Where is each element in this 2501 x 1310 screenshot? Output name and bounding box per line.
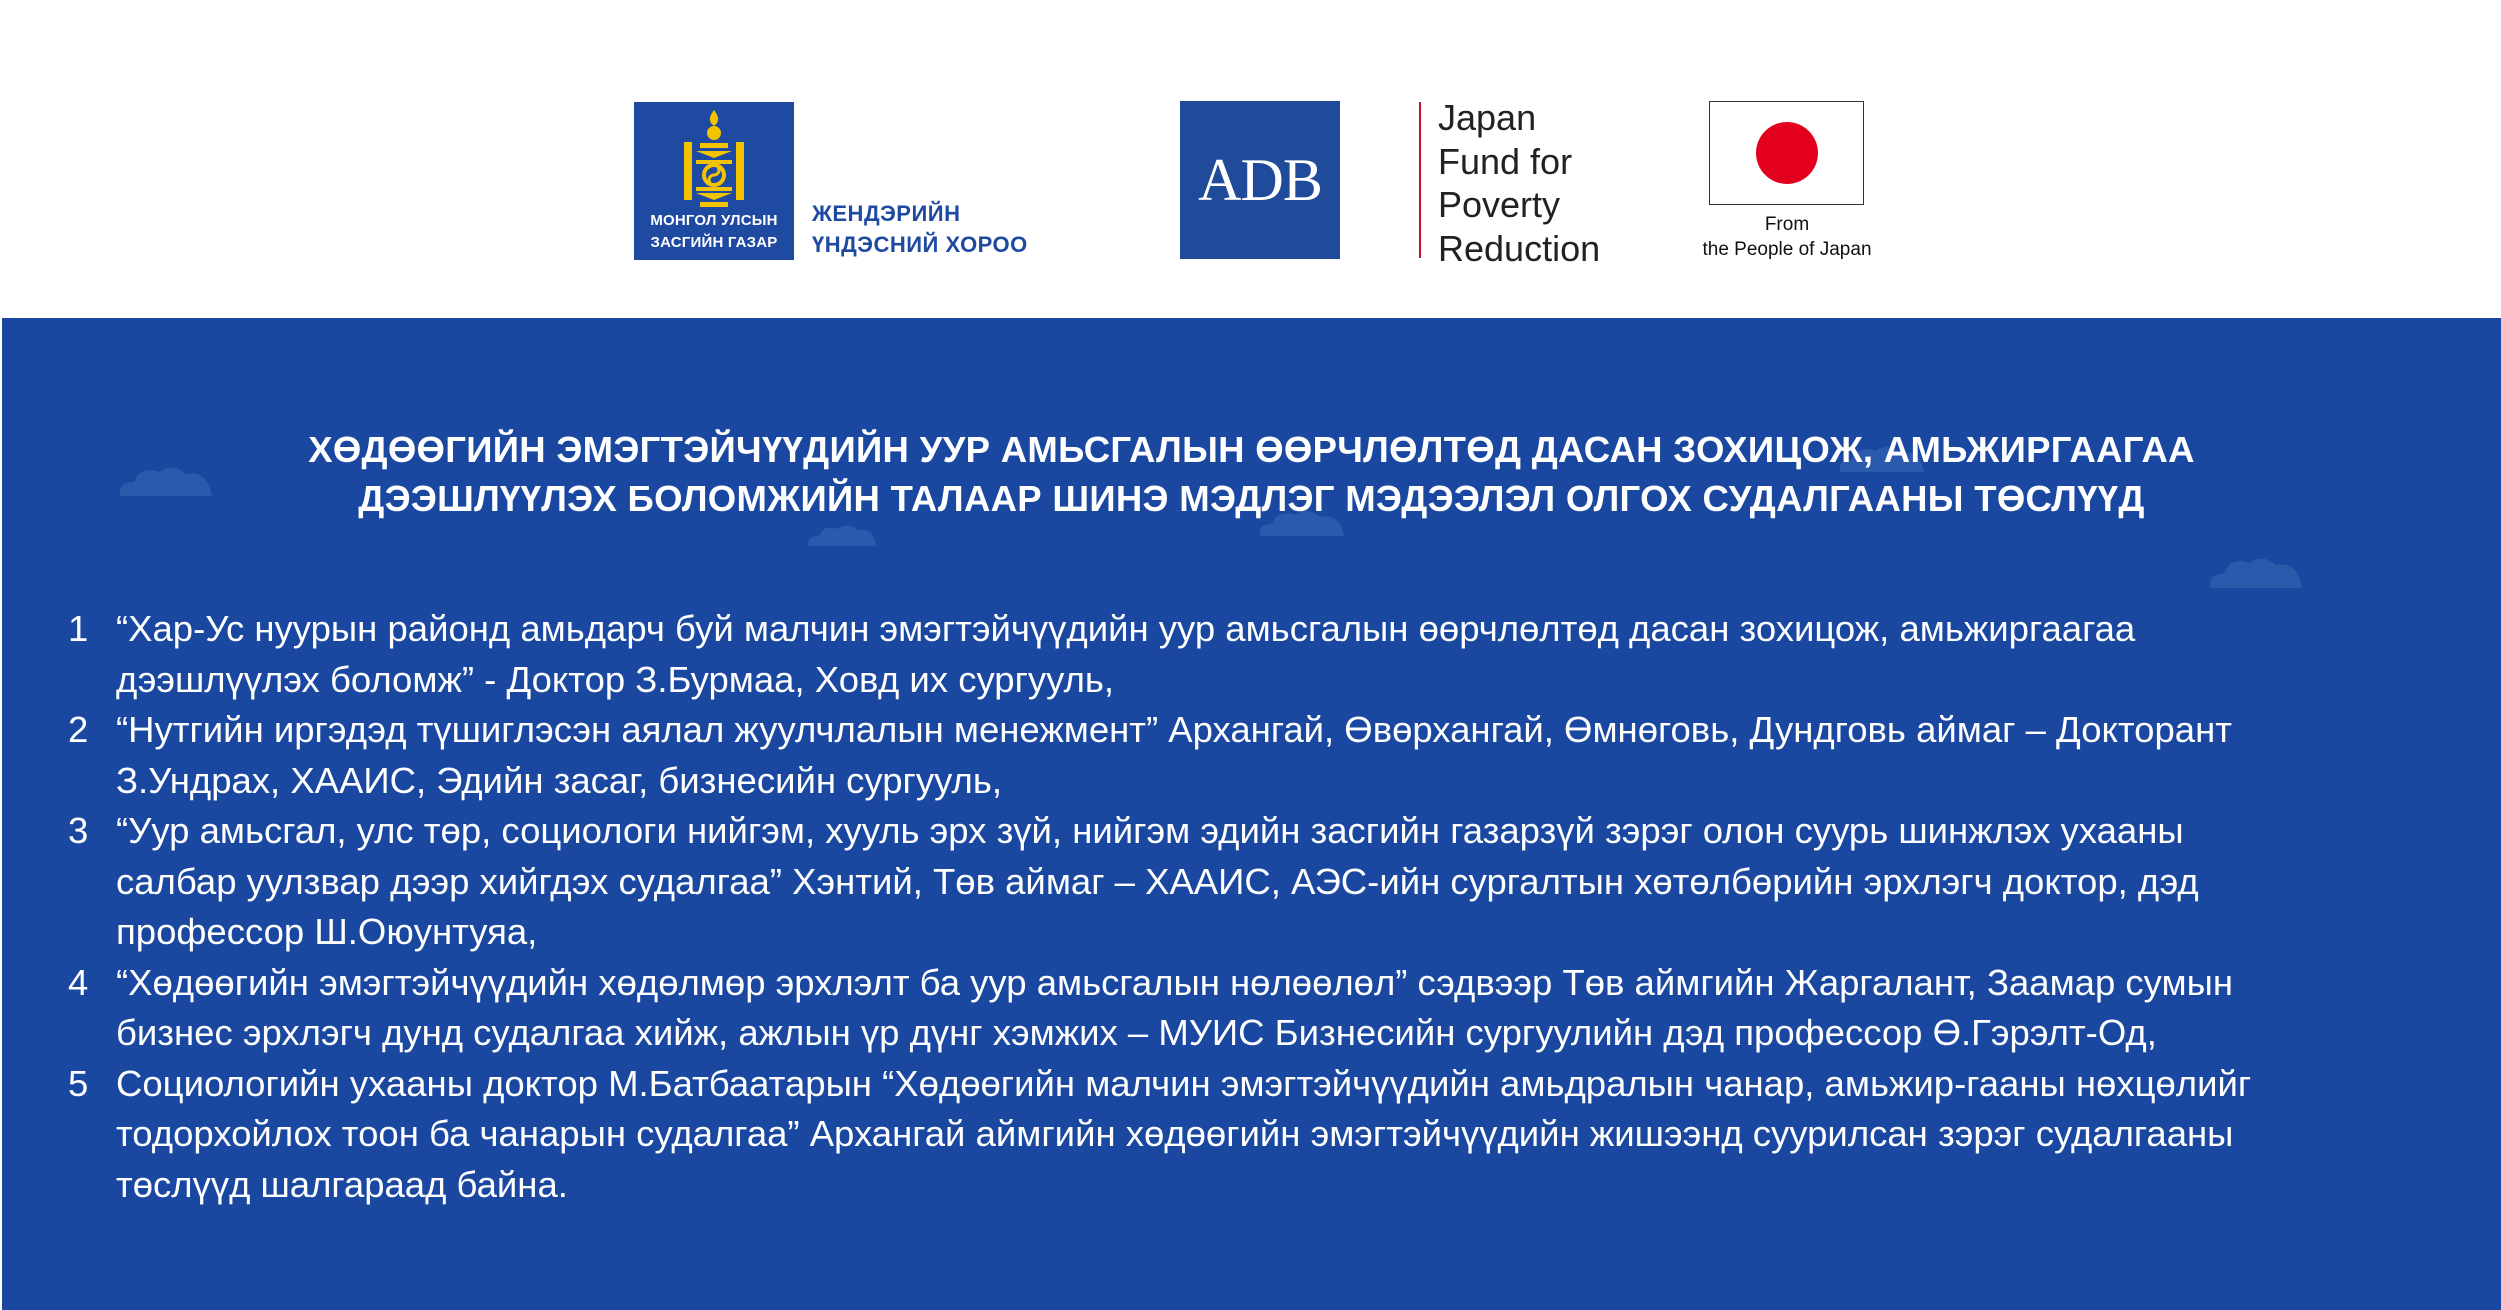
list-item-line: Социологийн ухааны доктор М.Батбаатарын “Хөдөөгийн малчин эмэгтэйчүүдийн амьдралын чанар, амьжир-гааны нөхцөлийг	[116, 1062, 2252, 1104]
list-item-line: “Нутгийн иргэдэд түшиглэсэн аялал жуулчлалын менежмент” Архангай, Өвөрхангай, Өмнөговь, Дундговь аймаг – Докторант	[116, 709, 2232, 750]
list-item-number: 1	[68, 608, 89, 649]
from-line1: From	[1764, 214, 1810, 235]
cloud-icon	[802, 520, 882, 550]
flag-sun-icon	[1756, 122, 1818, 184]
logo-text-line1: МОНГОЛ УЛСЫН	[650, 212, 778, 229]
list-item	[2, 604, 2426, 705]
list-item-line: бизнес эрхлэгч дунд судалгаа хийж, ажлын үр дүнг хэмжих – МУИС Бизнесийн сургуулийн дэд профессор Ө.Гэрэлт-Од,	[116, 1012, 2157, 1053]
from-line2: the People of Japan	[1702, 239, 1872, 260]
cloud-icon	[2202, 550, 2312, 592]
mongolian-government-logo	[634, 102, 794, 260]
list-item-line: “Хар-Ус нуурын районд амьдарч буй малчин эмэгтэйчүүдийн уур амьсгалын өөрчлөлтөд дасан зохицож, амьжиргаагаа	[116, 608, 2136, 649]
list-item	[2, 806, 2426, 958]
japan-fund-line2: Fund for	[1438, 140, 1573, 182]
title-line2: ДЭЭШЛҮҮЛЭХ БОЛОМЖИЙН ТАЛААР ШИНЭ МЭДЛЭГ МЭДЭЭЛЭЛ ОЛГОХ СУДАЛГААНЫ ТӨСЛҮҮД	[358, 478, 2145, 519]
page-title	[2, 425, 2501, 523]
list-item-number: 3	[68, 810, 89, 851]
header-logo-bar	[0, 0, 2501, 318]
list-item-line: “Хөдөөгийн эмэгтэйчүүдийн хөдөлмөр эрхлэлт ба уур амьсгалын нөлөөлөл” сэдвээр Төв аймгийн Жаргалант, Заамар сумын	[116, 961, 2233, 1003]
list-item	[2, 1059, 2426, 1211]
content-panel	[2, 318, 2501, 1310]
list-item-line: З.Ундрах, ХААИС, Эдийн засаг, бизнесийн сургууль,	[116, 759, 1003, 801]
list-item-line: профессор Ш.Оюунтуяа,	[116, 911, 538, 952]
list-item-line: тодорхойлох тоон ба чанарын судалгаа” Архангай аймгийн хөдөөгийн эмэгтэйчүүдийн жишээнд суурилсан зэрэг судалгааны	[116, 1113, 2234, 1154]
list-item-line: салбар уулзвар дээр хийгдэх судалгаа” Хэнтий, Төв аймаг – ХААИС, АЭС-ийн сургалтын хөтөлбөрийн эрхлэгч доктор, дэд	[116, 860, 2199, 902]
list-item-line: төслүүд шалгараад байна.	[116, 1163, 568, 1205]
list-item-line: “Уур амьсгал, улс төр, социологи нийгэм, хууль эрх зүй, нийгэм эдийн засгийн газарзүй зэрэг олон суурь шинжлэх ухааны	[116, 810, 2184, 851]
project-list	[2, 604, 2501, 1210]
adb-logo: ADB	[1180, 101, 1340, 259]
japan-fund-line3: Poverty	[1438, 184, 1561, 225]
gender-committee-line2: ҮНДЭСНИЙ ХОРОО	[812, 232, 1028, 257]
list-item-number: 2	[68, 709, 89, 750]
gender-committee-line1: ЖЕНДЭРИЙН	[812, 201, 961, 226]
logo-text-line2: ЗАСГИЙН ГАЗАР	[650, 234, 778, 251]
japan-fund-divider	[1419, 102, 1421, 258]
from-people-of-japan	[1640, 212, 1934, 262]
list-item	[2, 958, 2426, 1059]
gender-committee-name	[812, 198, 1028, 260]
list-item	[2, 705, 2426, 806]
list-item-line: дээшлүүлэх боломж” - Доктор З.Бурмаа, Ховд их сургууль,	[116, 658, 1115, 700]
list-item-number: 4	[68, 961, 89, 1003]
soyombo-emblem-icon	[678, 108, 750, 208]
japan-fund-logo	[1438, 96, 1600, 270]
japan-fund-line1: Japan	[1438, 97, 1537, 138]
japan-flag-icon	[1709, 101, 1864, 205]
japan-fund-line4: Reduction	[1438, 227, 1601, 269]
title-line1: ХӨДӨӨГИЙН ЭМЭГТЭЙЧҮҮДИЙН УУР АМЬСГАЛЫН ӨӨРЧЛӨЛТӨД ДАСАН ЗОХИЦОЖ, АМЬЖИРГААГАА	[308, 429, 2195, 470]
list-item-number: 5	[68, 1062, 89, 1104]
